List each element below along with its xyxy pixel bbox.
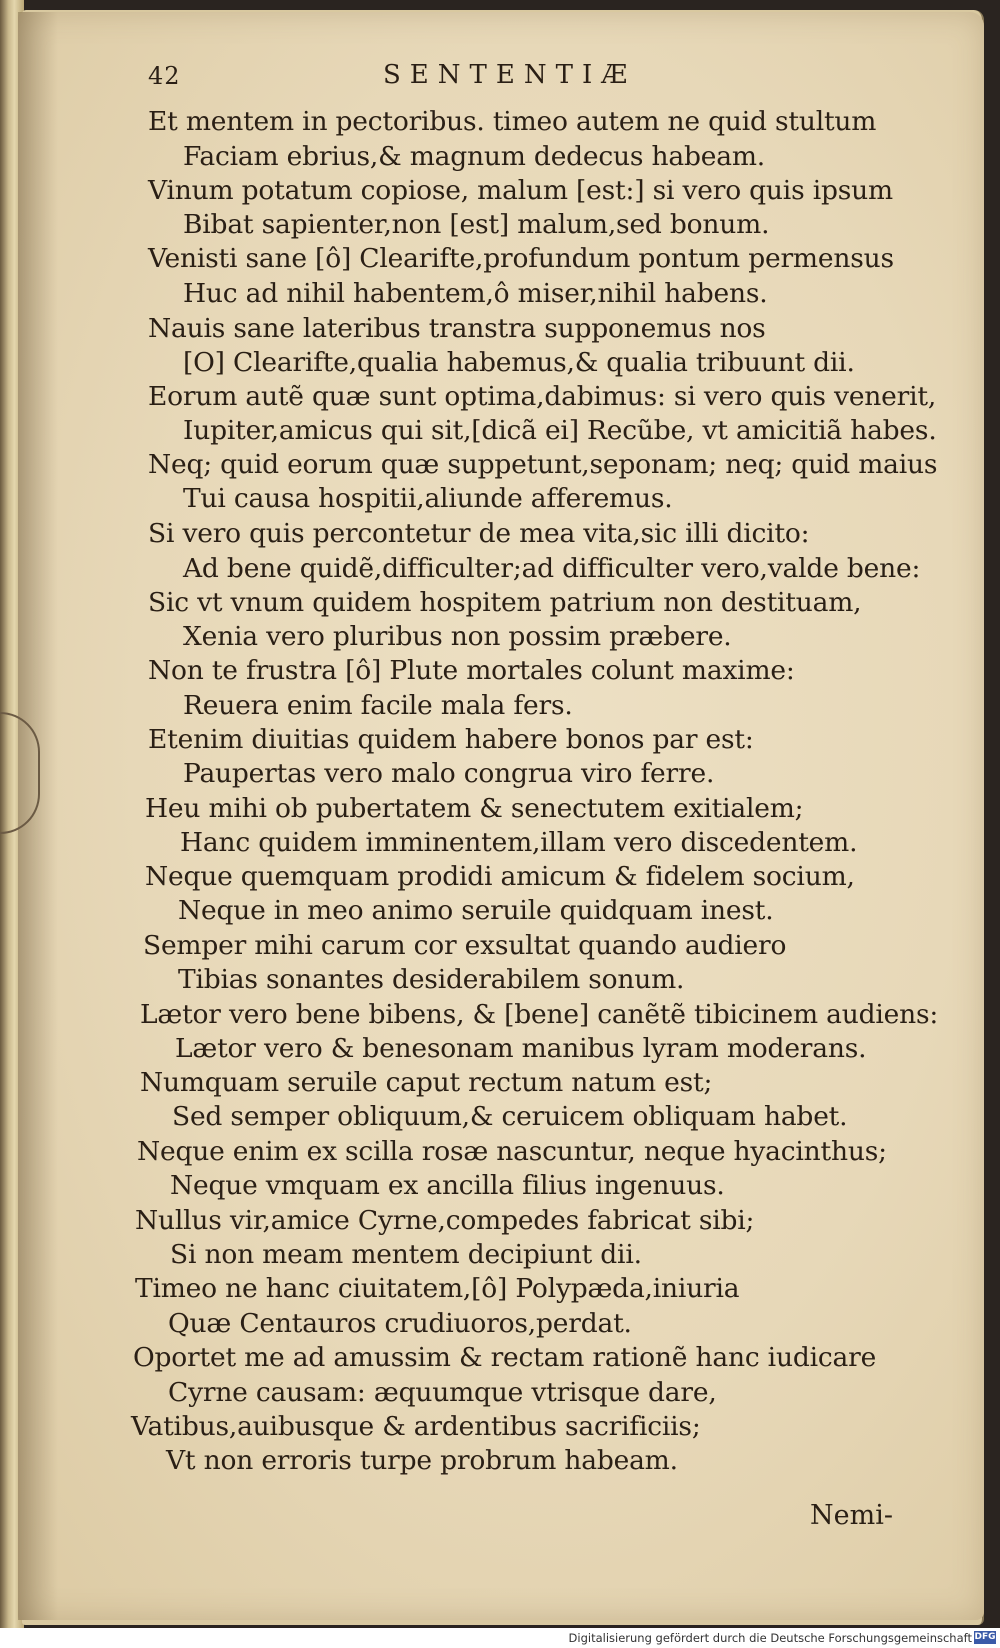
verse-line: Huc ad nihil habentem,ô miser,nihil habens. — [183, 278, 768, 309]
verse-line: Vatibus,auibusque & ardentibus sacrificiis; — [131, 1411, 701, 1442]
verse-line: Hanc quidem imminentem,illam vero discedentem. — [180, 827, 858, 858]
verse-line: Neq; quid eorum quæ suppetunt,seponam; neq; quid maius — [148, 449, 938, 480]
footer-credit: Digitalisierung gefördert durch die Deutsche Forschungsgemeinschaft — [568, 1631, 972, 1645]
verse-line: Neque enim ex scilla rosæ nascuntur, neque hyacinthus; — [137, 1136, 887, 1167]
verse-line: Non te frustra [ô] Plute mortales colunt maxime: — [148, 655, 795, 686]
verse-line: Neque in meo animo seruile quidquam inest. — [178, 895, 774, 926]
verse-line: Neque vmquam ex ancilla filius ingenuus. — [170, 1170, 725, 1201]
verse-line: Vinum potatum copiose, malum [est:] si vero quis ipsum — [148, 175, 893, 206]
verse-line: Eorum autẽ quæ sunt optima,dabimus: si vero quis venerit, — [148, 381, 937, 412]
verse-line: Bibat sapienter,non [est] malum,sed bonum. — [183, 209, 770, 240]
verse-line: Paupertas vero malo congrua viro ferre. — [183, 758, 715, 789]
verse-line: Numquam seruile caput rectum natum est; — [140, 1067, 713, 1098]
verse-line: Vt non erroris turpe probrum habeam. — [166, 1445, 678, 1476]
page-number: 42 — [148, 62, 181, 90]
verse-line: Oportet me ad amussim & rectam rationẽ hanc iudicare — [133, 1342, 877, 1373]
verse-line: Sed semper obliquum,& ceruicem obliquam habet. — [172, 1101, 848, 1132]
verse-line: Et mentem in pectoribus. timeo autem ne quid stultum — [148, 106, 877, 137]
dfg-logo: DFG — [974, 1632, 996, 1642]
verse-line: Nauis sane lateribus transtra supponemus nos — [148, 313, 766, 344]
verse-line: Timeo ne hanc ciuitatem,[ô] Polypæda,iniuria — [135, 1273, 740, 1304]
verse-line: Xenia vero pluribus non possim præbere. — [183, 621, 732, 652]
verse-line: Nullus vir,amice Cyrne,compedes fabricat sibi; — [135, 1205, 755, 1236]
verse-line: Heu mihi ob pubertatem & senectutem exitialem; — [145, 793, 804, 824]
verse-line: Reuera enim facile mala fers. — [183, 690, 573, 721]
verse-line: Ad bene quidẽ,difficulter;ad difficulter vero,valde bene: — [183, 553, 921, 584]
verse-line: Si non meam mentem decipiunt dii. — [170, 1239, 642, 1270]
verse-line: Venisti sane [ô] Clearifte,profundum pontum permensus — [148, 243, 894, 274]
verse-line: Quæ Centauros crudiuoros,perdat. — [168, 1308, 632, 1339]
verse-line: Iupiter,amicus qui sit,[dicã ei] Recũbe, vt amicitiã habes. — [183, 415, 937, 446]
verse-line: Tui causa hospitii,aliunde afferemus. — [183, 483, 673, 514]
verse-line: [O] Clearifte,qualia habemus,& qualia tribuunt dii. — [183, 347, 855, 378]
verse-line: Tibias sonantes desiderabilem sonum. — [178, 964, 685, 995]
verse-line: Etenim diuitias quidem habere bonos par est: — [148, 724, 754, 755]
verse-line: Cyrne causam: æquumque vtrisque dare, — [168, 1377, 717, 1408]
verse-line: Neque quemquam prodidi amicum & fidelem socium, — [145, 861, 855, 892]
verse-line: Lætor vero bene bibens, & [bene] canẽtẽ tibicinem audiens: — [140, 999, 939, 1030]
verse-line: Semper mihi carum cor exsultat quando audiero — [143, 930, 787, 961]
verse-line: Lætor vero & benesonam manibus lyram moderans. — [175, 1033, 867, 1064]
catchword: Nemi- — [810, 1500, 893, 1531]
verse-line: Si vero quis percontetur de mea vita,sic illi dicito: — [148, 518, 810, 549]
verse-line: Faciam ebrius,& magnum dedecus habeam. — [183, 141, 766, 172]
verse-line: Sic vt vnum quidem hospitem patrium non destituam, — [148, 587, 862, 618]
running-head: SENTENTIÆ — [383, 60, 637, 90]
